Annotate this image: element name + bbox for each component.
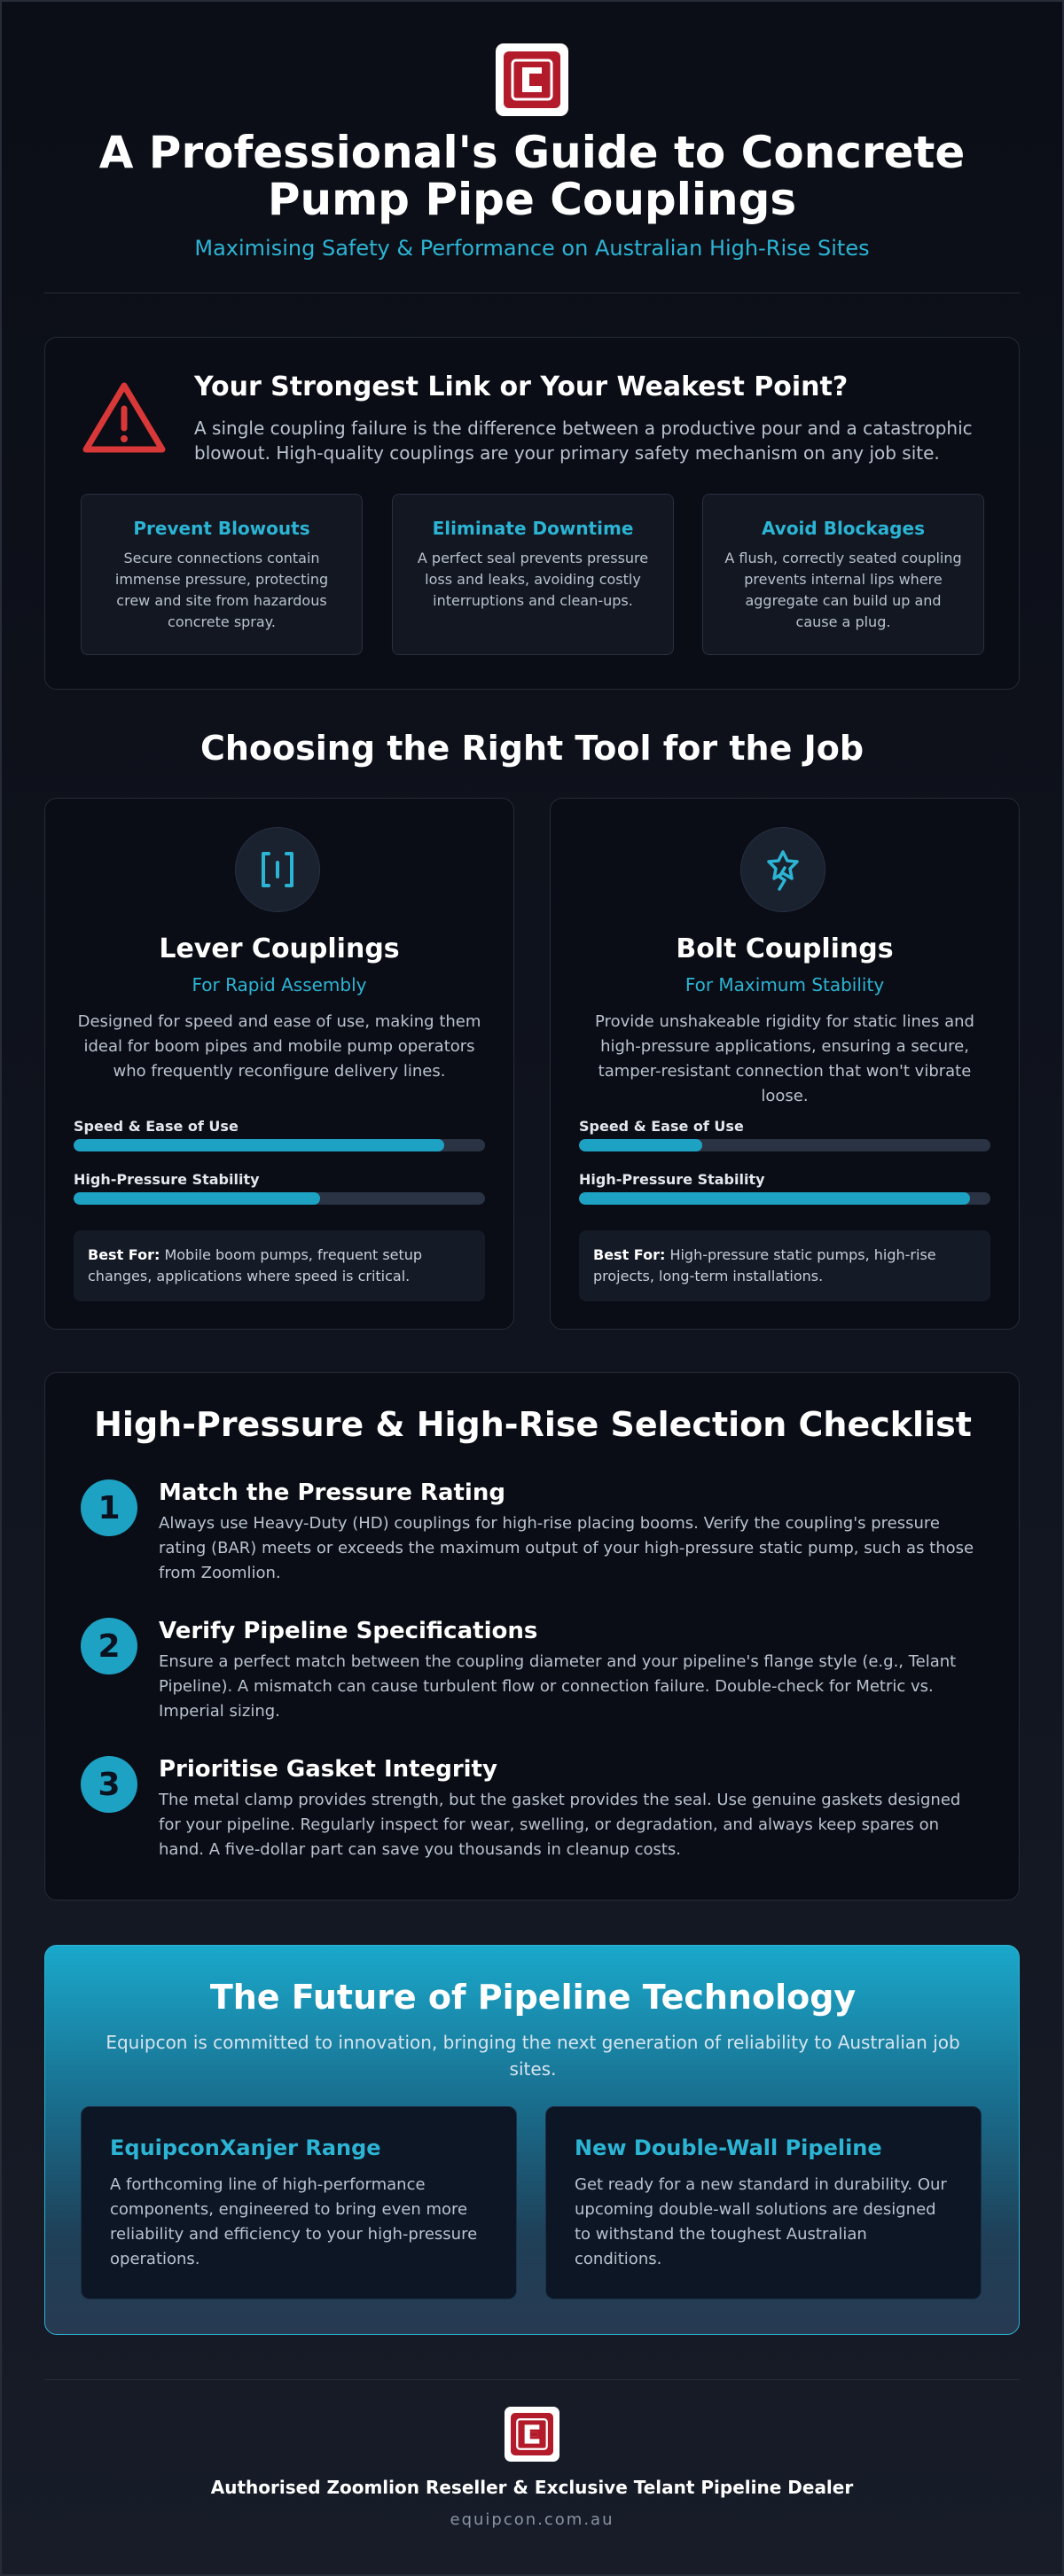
coupling-subtitle: For Maximum Stability [685, 974, 885, 995]
point-title: Prevent Blowouts [133, 518, 310, 539]
equipcon-logo-icon [496, 43, 568, 116]
point-title: Eliminate Downtime [432, 518, 634, 539]
bolt-coupling-icon [740, 827, 825, 912]
coupling-title: Bolt Couplings [676, 933, 894, 964]
step-title: Prioritise Gasket Integrity [159, 1756, 497, 1783]
warning-title: Your Strongest Link or Your Weakest Point? [194, 371, 849, 402]
best-for-text: Mobile boom pumps, frequent setup changes, applications where speed is critical. [88, 1246, 423, 1284]
equipcon-logo-icon [505, 2407, 559, 2462]
warning-card [44, 337, 1020, 690]
step-text: The metal clamp provides strength, but the gasket provides the seal. Use genuine gaskets designed for your pipeline. Regularly inspect for wear, swelling, or degradation, and always keep spares on hand. A five-dollar part can save you thousands in cleanup costs. [159, 1791, 961, 1859]
step-title: Match the Pressure Rating [159, 1479, 505, 1506]
metric-label: Speed & Ease of Use [579, 1118, 744, 1135]
metric-bar-fill [579, 1192, 970, 1205]
future-title: The Future of Pipeline Technology [209, 1978, 857, 2017]
best-for-label: Best For: [593, 1246, 666, 1263]
warning-triangle-icon [81, 380, 168, 455]
coupling-description: Provide unshakeable rigidity for static lines and high-pressure applications, ensuring a secure, tamper-resistant connection that won't vibrate loose. [595, 1012, 974, 1105]
future-card-text: A forthcoming line of high-performance components, engineered to bring even more reliability and efficiency to your high-pressure operations. [110, 2175, 478, 2268]
future-text: Equipcon is committed to innovation, bringing the next generation of reliability to Australian job sites. [106, 2032, 960, 2080]
step-text: Always use Heavy-Duty (HD) couplings for high-rise placing booms. Verify the coupling's pressure rating (BAR) meets or exceeds the maximum output of your high-pressure static pump, such as those from Zoomlion. [159, 1514, 974, 1582]
coupling-description: Designed for speed and ease of use, making them ideal for boom pipes and mobile pump operators who frequently reconfigure delivery lines. [77, 1012, 481, 1081]
footer-url-link[interactable]: equipcon.com.au [450, 2510, 614, 2529]
future-card-double-wall [545, 2106, 982, 2299]
metric-bar [74, 1139, 485, 1151]
point-title: Avoid Blockages [762, 518, 925, 539]
metric-bar [74, 1192, 485, 1205]
future-card-title: EquipconXanjer Range [110, 2135, 381, 2160]
best-for-box [579, 1230, 990, 1301]
page-subtitle: Maximising Safety & Performance on Australian High-Rise Sites [194, 236, 870, 261]
step-number: 2 [81, 1618, 137, 1674]
point-text: Secure connections contain immense pressure, protecting crew and site from hazardous concrete spray. [114, 550, 329, 630]
lever-coupling-icon [235, 827, 320, 912]
bolt-coupling-card [550, 798, 1020, 1330]
metric-bar-fill [579, 1139, 702, 1151]
best-for-label: Best For: [88, 1246, 160, 1263]
step-text: Ensure a perfect match between the coupling diameter and your pipeline's flange style (e.g., Telant Pipeline). A mismatch can cause turbulent flow or connection failure. Double-check for Metric vs. Imperial sizing. [159, 1652, 957, 1721]
metric-label: High-Pressure Stability [579, 1171, 765, 1188]
point-text: A perfect seal prevents pressure loss and leaks, avoiding costly interruptions and clean-ups. [417, 550, 649, 609]
metric-label: High-Pressure Stability [74, 1171, 260, 1188]
future-card-title: New Double-Wall Pipeline [575, 2135, 882, 2160]
point-card-blowouts [81, 494, 363, 655]
checklist-title: High-Pressure & High-Rise Selection Checklist [94, 1405, 972, 1444]
metric-bar [579, 1192, 990, 1205]
step-title: Verify Pipeline Specifications [159, 1618, 538, 1644]
metric-label: Speed & Ease of Use [74, 1118, 239, 1135]
best-for-box [74, 1230, 485, 1301]
point-card-blockages [702, 494, 984, 655]
page-title: A Professional's Guide to Concrete Pump Pipe Couplings [98, 127, 966, 225]
point-card-downtime [392, 494, 674, 655]
coupling-title: Lever Couplings [159, 933, 400, 964]
divider [44, 2379, 1020, 2380]
point-text: A flush, correctly seated coupling prevents internal lips where aggregate can build up and cause a plug. [724, 550, 962, 630]
step-number: 3 [81, 1756, 137, 1813]
metric-bar-fill [74, 1139, 444, 1151]
coupling-subtitle: For Rapid Assembly [192, 974, 367, 995]
lever-coupling-card [44, 798, 514, 1330]
warning-text: A single coupling failure is the difference between a productive pour and a catastrophic blowout. High-quality couplings are your primary safety mechanism on any job site. [194, 418, 973, 464]
metric-bar [579, 1139, 990, 1151]
future-card-text: Get ready for a new standard in durability. Our upcoming double-wall solutions are designed to withstand the toughest Australian conditions. [575, 2175, 947, 2268]
metric-bar-fill [74, 1192, 320, 1205]
tools-heading: Choosing the Right Tool for the Job [200, 729, 864, 768]
step-number: 1 [81, 1479, 137, 1536]
footer-tagline: Authorised Zoomlion Reseller & Exclusive Telant Pipeline Dealer [210, 2477, 854, 2498]
checklist-card [44, 1372, 1020, 1901]
best-for-text: High-pressure static pumps, high-rise projects, long-term installations. [593, 1246, 936, 1284]
future-card-xanjer [81, 2106, 517, 2299]
future-section [44, 1945, 1020, 2335]
